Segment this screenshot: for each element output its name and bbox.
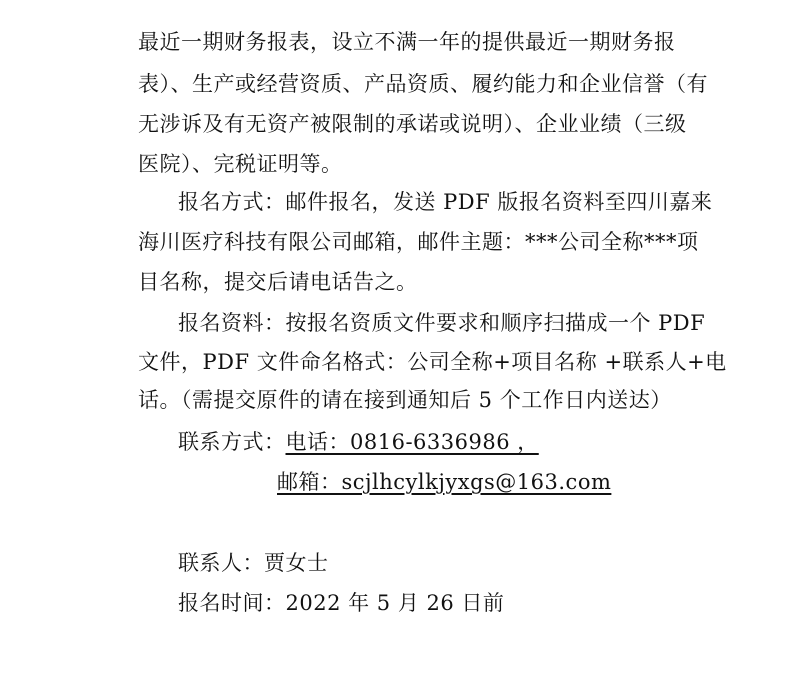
contact-person: 联系人：贾女士 bbox=[178, 551, 329, 575]
paragraph1-line-2: 表）、生产或经营资质、产品资质、履约能力和企业信誉（有 bbox=[138, 72, 708, 96]
paragraph2-line-2: 海川医疗科技有限公司邮箱，邮件主题：***公司全称***项 bbox=[138, 230, 699, 254]
paragraph1-line-3: 无涉诉及有无资产被限制的承诺或说明）、企业业绩（三级 bbox=[138, 112, 687, 136]
paragraph1-line-1: 最近一期财务报表，设立不满一年的提供最近一期财务报 bbox=[138, 30, 676, 54]
paragraph2-line-3: 目名称，提交后请电话告之。 bbox=[138, 270, 418, 294]
contact-phone: 电话：0816-6336986 ， bbox=[285, 430, 539, 454]
paragraph2-line-1: 报名方式：邮件报名，发送 PDF 版报名资料至四川嘉来 bbox=[178, 190, 713, 214]
contact-email-line bbox=[277, 468, 800, 496]
registration-deadline: 报名时间：2022 年 5 月 26 日前 bbox=[178, 591, 505, 615]
contact-label: 联系方式： bbox=[178, 430, 286, 454]
contact-email: 邮箱：scjlhcylkjyxgs@163.com bbox=[277, 470, 612, 494]
paragraph3-line-3: 话。（需提交原件的请在接到通知后 5 个工作日内送达） bbox=[138, 388, 672, 412]
contact-line bbox=[178, 428, 718, 456]
paragraph1-line-4: 医院）、完税证明等。 bbox=[138, 152, 343, 176]
paragraph3-line-2: 文件，PDF 文件命名格式：公司全称+项目名称 +联系人+电 bbox=[138, 350, 727, 374]
paragraph3-line-1: 报名资料：按报名资质文件要求和顺序扫描成一个 PDF bbox=[178, 311, 706, 335]
